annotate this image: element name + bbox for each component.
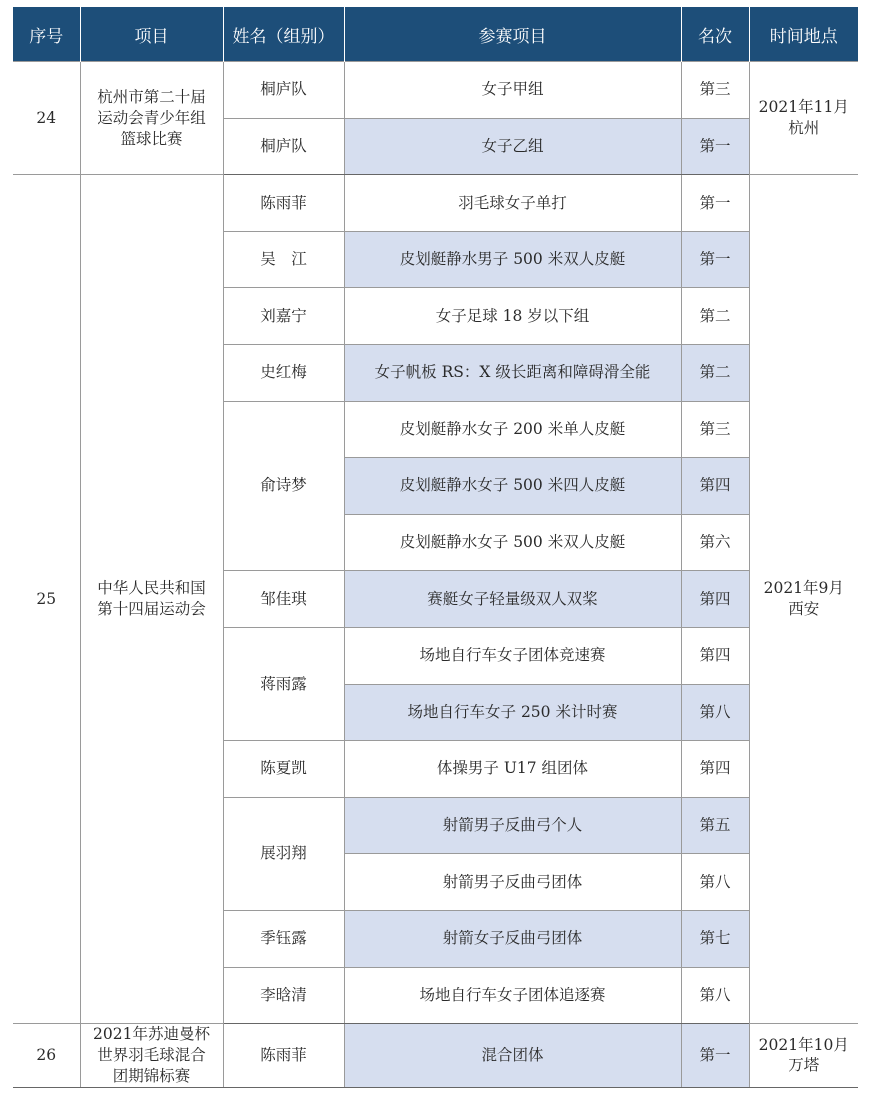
event-cell: 射箭男子反曲弓个人 [344, 797, 681, 854]
header-project: 项目 [80, 7, 223, 62]
rank-cell: 第六 [681, 514, 749, 571]
name-cell: 蒋雨露 [223, 627, 344, 740]
rank-cell: 第八 [681, 684, 749, 741]
rank-cell: 第一 [681, 231, 749, 288]
project-cell: 杭州市第二十届 运动会青少年组 篮球比赛 [80, 62, 223, 175]
event-cell: 女子甲组 [344, 62, 681, 119]
name-cell: 俞诗梦 [223, 401, 344, 571]
name-cell: 陈雨菲 [223, 1024, 344, 1088]
name-cell: 陈雨菲 [223, 175, 344, 232]
rank-cell: 第四 [681, 571, 749, 628]
results-table [13, 7, 858, 1088]
event-cell: 皮划艇静水女子 200 米单人皮艇 [344, 401, 681, 458]
header-event: 参赛项目 [344, 7, 681, 62]
time-place-cell: 2021年11月 杭州 [749, 62, 858, 175]
event-cell: 女子帆板 RS：X 级长距离和障碍滑全能 [344, 344, 681, 401]
header-seq: 序号 [13, 7, 80, 62]
rank-cell: 第二 [681, 288, 749, 345]
table-row [13, 1024, 858, 1088]
name-cell: 桐庐队 [223, 62, 344, 119]
rank-cell: 第三 [681, 401, 749, 458]
event-cell: 场地自行车女子团体追逐赛 [344, 967, 681, 1024]
name-cell: 吴 江 [223, 231, 344, 288]
name-cell: 桐庐队 [223, 118, 344, 175]
seq-cell: 25 [13, 175, 80, 1024]
event-cell: 体操男子 U17 组团体 [344, 741, 681, 798]
name-cell: 季钰露 [223, 910, 344, 967]
event-cell: 皮划艇静水男子 500 米双人皮艇 [344, 231, 681, 288]
header-rank: 名次 [681, 7, 749, 62]
name-cell: 史红梅 [223, 344, 344, 401]
event-cell: 女子乙组 [344, 118, 681, 175]
rank-cell: 第一 [681, 1024, 749, 1088]
rank-cell: 第三 [681, 62, 749, 119]
name-cell: 邹佳琪 [223, 571, 344, 628]
results-body [13, 62, 858, 1088]
event-cell: 皮划艇静水女子 500 米双人皮艇 [344, 514, 681, 571]
seq-cell: 24 [13, 62, 80, 175]
header-row [13, 7, 858, 62]
time-place-cell: 2021年9月 西安 [749, 175, 858, 1024]
project-cell: 中华人民共和国 第十四届运动会 [80, 175, 223, 1024]
seq-cell: 26 [13, 1024, 80, 1088]
event-cell: 赛艇女子轻量级双人双桨 [344, 571, 681, 628]
event-cell: 女子足球 18 岁以下组 [344, 288, 681, 345]
event-cell: 混合团体 [344, 1024, 681, 1088]
project-cell: 2021年苏迪曼杯 世界羽毛球混合 团期锦标赛 [80, 1024, 223, 1088]
event-cell: 射箭男子反曲弓团体 [344, 854, 681, 911]
time-place-cell: 2021年10月 万塔 [749, 1024, 858, 1088]
header-time-place: 时间地点 [749, 7, 858, 62]
table-row [13, 62, 858, 119]
name-cell: 陈夏凯 [223, 741, 344, 798]
rank-cell: 第二 [681, 344, 749, 401]
event-cell: 射箭女子反曲弓团体 [344, 910, 681, 967]
event-cell: 场地自行车女子 250 米计时赛 [344, 684, 681, 741]
rank-cell: 第四 [681, 627, 749, 684]
name-cell: 展羽翔 [223, 797, 344, 910]
rank-cell: 第五 [681, 797, 749, 854]
event-cell: 羽毛球女子单打 [344, 175, 681, 232]
table-row [13, 175, 858, 232]
event-cell: 皮划艇静水女子 500 米四人皮艇 [344, 458, 681, 515]
name-cell: 李晗清 [223, 967, 344, 1024]
name-cell: 刘嘉宁 [223, 288, 344, 345]
rank-cell: 第八 [681, 967, 749, 1024]
rank-cell: 第八 [681, 854, 749, 911]
rank-cell: 第一 [681, 118, 749, 175]
event-cell: 场地自行车女子团体竞速赛 [344, 627, 681, 684]
rank-cell: 第四 [681, 458, 749, 515]
header-name: 姓名（组别） [223, 7, 344, 62]
rank-cell: 第一 [681, 175, 749, 232]
rank-cell: 第七 [681, 910, 749, 967]
rank-cell: 第四 [681, 741, 749, 798]
